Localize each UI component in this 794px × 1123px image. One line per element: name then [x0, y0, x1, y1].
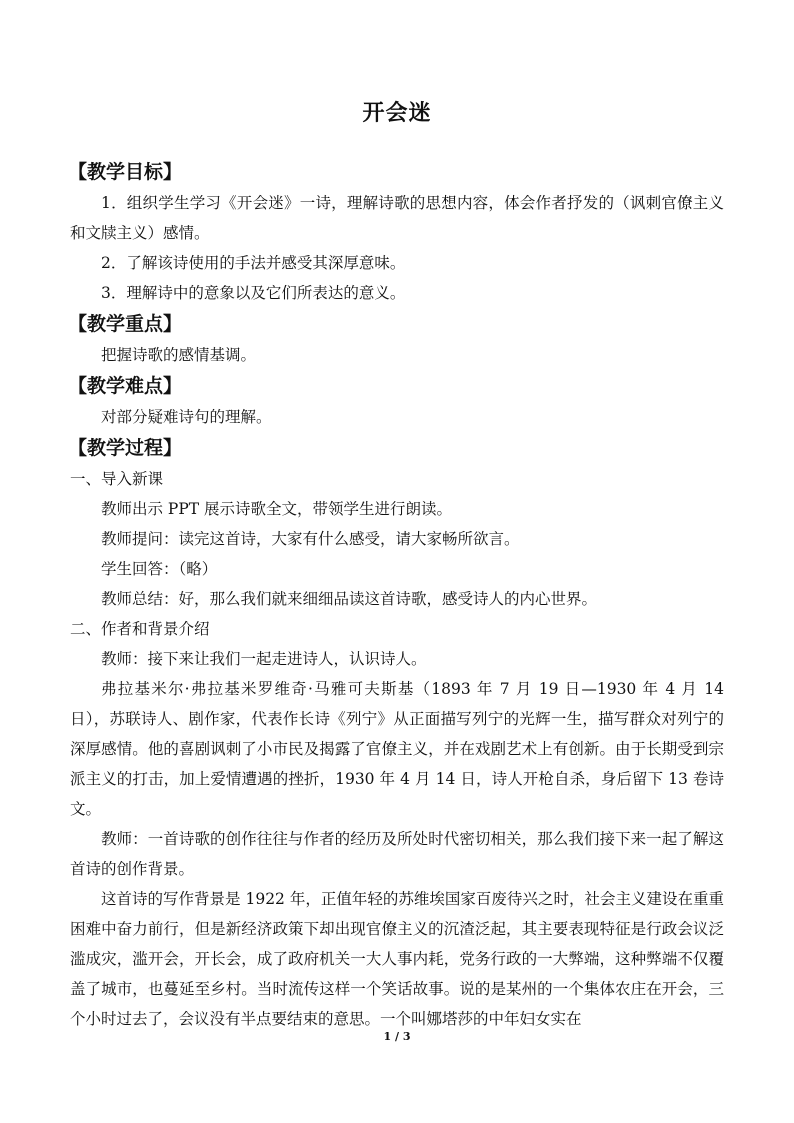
document-title: 开会迷	[362, 100, 432, 126]
subsection-title-background: 二、作者和背景介绍	[70, 620, 210, 638]
subsection-title-intro: 一、导入新课	[70, 470, 164, 488]
goal-item-3: 3．理解诗中的意象以及它们所表达的意义。	[101, 284, 406, 302]
goal-item-1: 1．组织学生学习《开会迷》一诗，理解诗歌的思想内容，体会作者抒发的（讽刺官僚主义和文牍主义）感情。	[70, 194, 724, 242]
background-paragraph-1: 教师：接下来让我们一起走进诗人，认识诗人。	[101, 650, 427, 668]
section-heading-difficulties: 【教学难点】	[68, 375, 183, 397]
key-points-text: 把握诗歌的感情基调。	[101, 346, 257, 364]
background-paragraph-2: 弗拉基米尔·弗拉基米罗维奇·马雅可夫斯基（1893 年 7 月 19 日—1930 年 4 月 14 日），苏联诗人、剧作家，代表作长诗《列宁》从正面描写列宁的光辉一生，描写群众对列宁的深厚感情。他的喜剧讽刺了小市民及揭露了官僚主义，并在戏剧艺术上有创新。由于长期受到宗派主义的打击，加上爱情遭遇的挫折，1930 年 4 月 14 日，诗人开枪自杀，身后留下 13 卷诗文。	[70, 680, 724, 818]
intro-paragraph-1: 教师出示 PPT 展示诗歌全文，带领学生进行朗读。	[101, 500, 453, 518]
intro-paragraph-2: 教师提问：读完这首诗，大家有什么感受，请大家畅所欲言。	[101, 530, 520, 548]
background-paragraph-3: 教师：一首诗歌的创作往往与作者的经历及所处时代密切相关，那么我们接下来一起了解这首诗的创作背景。	[70, 830, 724, 878]
background-paragraph-4: 这首诗的写作背景是 1922 年，正值年轻的苏维埃国家百废待兴之时，社会主义建设在重重困难中奋力前行，但是新经济政策下却出现官僚主义的沉渣泛起，其主要表现特征是行政会议泛滥成灾，滥开会，开长会，成了政府机关一大人事内耗，党务行政的一大弊端，这种弊端不仅覆盖了城市，也蔓延至乡村。当时流传这样一个笑话故事。说的是某州的一个集体农庄在开会，三个小时过去了，会议没有半点要结束的意思。一个叫娜塔莎的中年妇女实在	[70, 890, 724, 1028]
section-heading-goals: 【教学目标】	[68, 161, 183, 183]
section-heading-key-points: 【教学重点】	[68, 313, 183, 335]
section-heading-process: 【教学过程】	[68, 437, 183, 459]
difficulties-text: 对部分疑难诗句的理解。	[101, 408, 272, 426]
page-indicator: 1 / 3	[383, 1030, 411, 1043]
document-body	[70, 156, 724, 1034]
goal-item-2: 2．了解该诗使用的手法并感受其深厚意味。	[101, 254, 406, 272]
intro-paragraph-3: 学生回答：（略）	[101, 560, 218, 578]
intro-paragraph-4: 教师总结：好，那么我们就来细细品读这首诗歌，感受诗人的内心世界。	[101, 590, 598, 608]
